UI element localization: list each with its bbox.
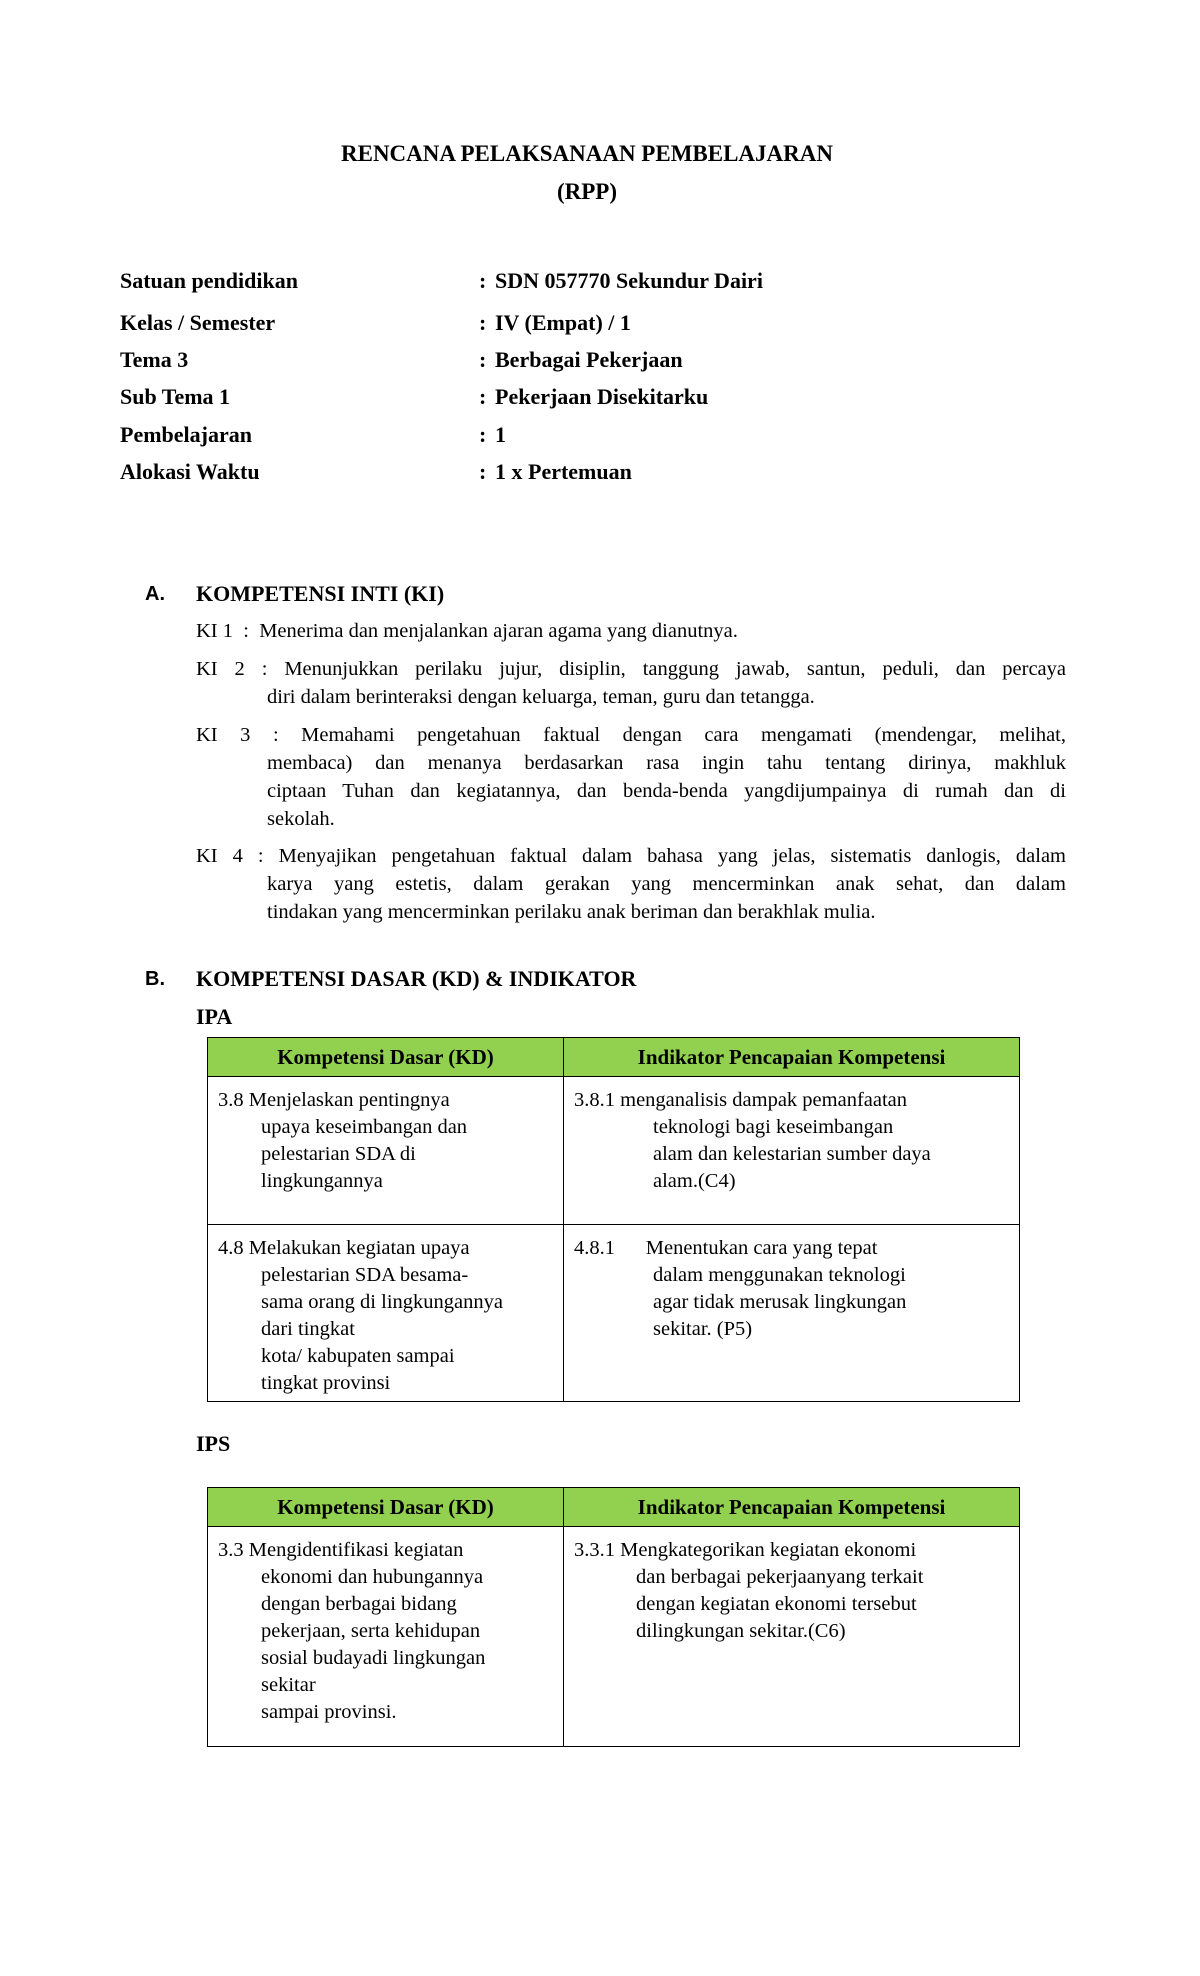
indicator-line: dalam menggunakan teknologi [653,1264,906,1286]
kd-line: pelestarian SDA di [261,1143,416,1165]
indicator-line: dilingkungan sekitar.(C6) [636,1620,846,1642]
indicator-line: alam dan kelestarian sumber daya [653,1143,931,1165]
identity-label: Tema 3 [120,347,189,372]
kd-line: dengan berbagai bidang [261,1593,457,1615]
section-a-title: KOMPETENSI INTI (KI) [196,581,445,606]
header-kd: Kompetensi Dasar (KD) [208,1038,564,1077]
kd-line: 4.8 Melakukan kegiatan upaya [218,1237,470,1259]
ki-4-line: tindakan yang mencerminkan perilaku anak beriman dan berakhlak mulia. [267,901,876,923]
kd-line: sama orang di lingkungannya [261,1291,503,1313]
identity-label: Alokasi Waktu [120,459,260,484]
table-row [208,1527,1020,1747]
section-b-title: KOMPETENSI DASAR (KD) & INDIKATOR [196,966,637,991]
kd-line: sosial budayadi lingkungan [261,1647,486,1669]
indicator-line: dengan kegiatan ekonomi tersebut [636,1593,917,1615]
kd-line: lingkungannya [261,1170,383,1192]
identity-colon: : [479,422,487,447]
ki-3-line: ciptaan Tuhan dan kegiatannya, dan benda-benda yangdijumpainya di rumah dan di [267,780,1066,802]
identity-value: 1 [495,422,506,447]
document-subtitle: (RPP) [556,179,618,204]
identity-label: Satuan pendidikan [120,268,298,293]
indicator-line: agar tidak merusak lingkungan [653,1291,907,1313]
kd-line: tingkat provinsi [261,1372,391,1394]
indicator-cell [564,1077,1020,1225]
ki-1 [196,617,1066,645]
identity-colon: : [479,347,487,372]
ki-2 [196,655,1066,711]
ipa-subject-label: IPA [196,1004,233,1029]
ki-3-line: sekolah. [267,808,335,830]
section-a-letter: A. [145,583,165,605]
ki-3-line: membaca) dan menanya berdasarkan rasa ingin tahu tentang dirinya, makhluk [267,752,1066,774]
identity-value: IV (Empat) / 1 [495,310,631,335]
kd-line: sekitar [261,1674,316,1696]
ips-subject-label: IPS [196,1431,231,1456]
ki-2-line: KI 2 : Menunjukkan perilaku jujur, disiplin, tanggung jawab, santun, peduli, dan percaya [196,658,1066,680]
identity-row [120,459,1020,496]
identity-label: Sub Tema 1 [120,384,231,409]
ki-4-line: KI 4 : Menyajikan pengetahuan faktual dalam bahasa yang jelas, sistematis danlogis, dalam [196,845,1066,867]
indicator-line: sekitar. (P5) [653,1318,753,1340]
kd-cell [208,1225,564,1402]
ki-3 [196,721,1066,833]
ips-kd-table [207,1487,1020,1747]
kd-line: sampai provinsi. [261,1701,397,1723]
identity-row [120,268,1020,305]
indicator-line: alam.(C4) [653,1170,736,1192]
indicator-cell [564,1225,1020,1402]
identity-label: Kelas / Semester [120,310,276,335]
identity-colon: : [479,268,487,293]
document-title: RENCANA PELAKSANAAN PEMBELAJARAN [341,141,833,166]
ki-2-line: diri dalam berinteraksi dengan keluarga, teman, guru dan tetangga. [267,686,815,708]
kd-line: upaya keseimbangan dan [261,1116,468,1138]
section-b-letter: B. [145,968,165,990]
kd-line: 3.8 Menjelaskan pentingnya [218,1089,450,1111]
header-indicator: Indikator Pencapaian Kompetensi [564,1038,1020,1077]
identity-row [120,384,1020,421]
indicator-line: teknologi bagi keseimbangan [653,1116,894,1138]
kd-line: kota/ kabupaten sampai [261,1345,455,1367]
table-header-row [208,1038,1020,1077]
identity-value: Pekerjaan Disekitarku [495,384,709,409]
indicator-line: 3.8.1 menganalisis dampak pemanfaatan [574,1089,908,1111]
identity-row [120,422,1020,459]
kd-cell [208,1077,564,1225]
ki-4-line: karya yang estetis, dalam gerakan yang mencerminkan anak sehat, dan dalam [267,873,1066,895]
indicator-line: 3.3.1 Mengkategorikan kegiatan ekonomi [574,1539,917,1561]
identity-value: 1 x Pertemuan [495,459,632,484]
kd-line: pekerjaan, serta kehidupan [261,1620,481,1642]
identity-colon: : [479,459,487,484]
identity-value: SDN 057770 Sekundur Dairi [495,268,763,293]
table-row [208,1077,1020,1225]
identity-value: Berbagai Pekerjaan [495,347,683,372]
table-row [208,1225,1020,1402]
kd-line: pelestarian SDA besama- [261,1264,469,1286]
ipa-kd-table [207,1037,1020,1402]
header-indicator: Indikator Pencapaian Kompetensi [564,1488,1020,1527]
identity-colon: : [479,384,487,409]
indicator-cell [564,1527,1020,1747]
kd-line: dari tingkat [261,1318,355,1340]
identity-row [120,310,1020,347]
identity-colon: : [479,310,487,335]
kd-line: 3.3 Mengidentifikasi kegiatan [218,1539,464,1561]
ki-3-line: KI 3 : Memahami pengetahuan faktual dengan cara mengamati (mendengar, melihat, [196,724,1066,746]
table-header-row [208,1488,1020,1527]
identity-label: Pembelajaran [120,422,252,447]
kd-line: ekonomi dan hubungannya [261,1566,484,1588]
identity-row [120,347,1020,384]
kd-cell [208,1527,564,1747]
ki-1-text: KI 1 : Menerima dan menjalankan ajaran agama yang dianutnya. [196,620,738,642]
indicator-line: 4.8.1 Menentukan cara yang tepat [574,1237,878,1259]
indicator-line: dan berbagai pekerjaanyang terkait [636,1566,924,1588]
header-kd: Kompetensi Dasar (KD) [208,1488,564,1527]
ki-4 [196,842,1066,926]
